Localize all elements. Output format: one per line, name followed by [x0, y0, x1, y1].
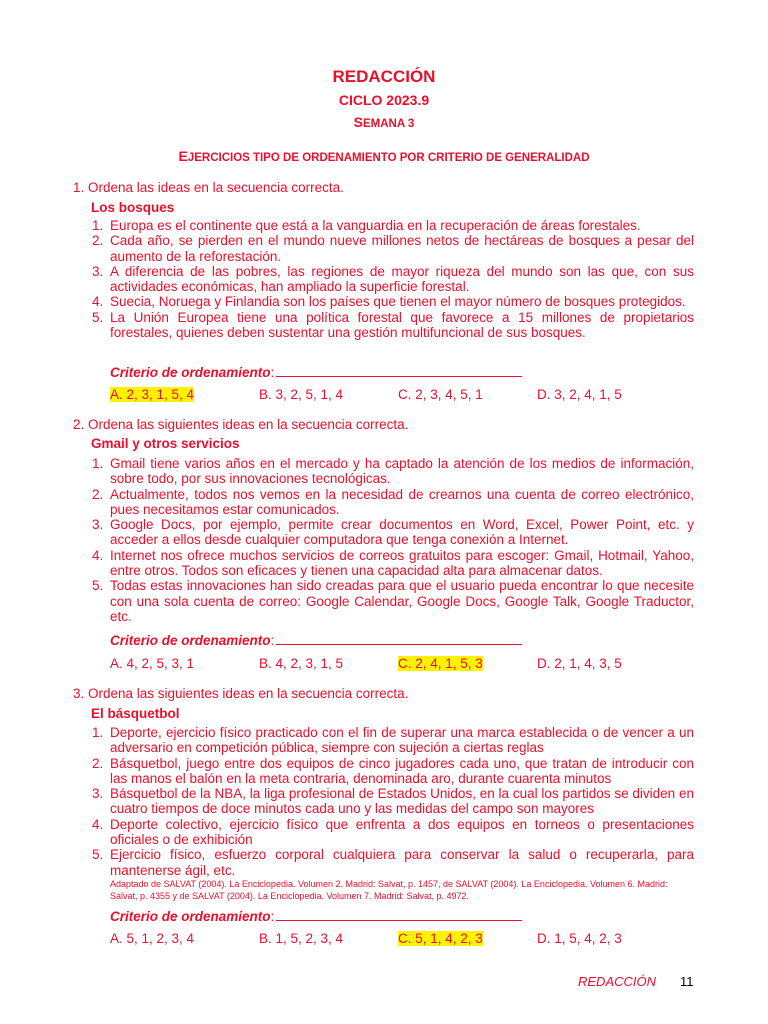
criterion-blank[interactable]	[276, 364, 522, 377]
question-3-criterion: Criterio de ordenamiento:	[110, 908, 522, 924]
source-citation: Adaptado de SALVAT (2004). La Enciclopedia. Volumen 2. Madrid: Salvat, p. 1457, de SALVAT (2004). La Enciclopedia. Volumen 6. Madrid: Salvat, p. 4355 y de SALVAT (2004). La Enciclopedia. Volumen 7. Madrid: Salvat, p. 4972.	[110, 879, 668, 901]
list-item: 5. Todas estas innovaciones han sido creadas para que el usuario pueda encontrar lo que necesite con una sola cuenta de correo: Google Calendar, Google Docs, Google Talk, Google Traductor, etc.	[92, 578, 694, 624]
list-item: 3. Google Docs, por ejemplo, permite crear documentos en Word, Excel, Power Point, etc. y acceder a ellos desde cualquier computadora que tenga conexión a Internet.	[92, 517, 694, 548]
question-1-items	[92, 218, 694, 340]
list-item: 4. Suecia, Noruega y Finlandia son los países que tienen el mayor número de bosques protegidos.	[92, 294, 686, 310]
question-1-option-b[interactable]: B. 3, 2, 5, 1, 4	[259, 387, 344, 402]
list-item: 4. Internet nos ofrece muchos servicios de correos gratuitos para escoger: Gmail, Hotmail, Yahoo, entre otros. Todos son eficaces y tienen una capacidad alta para almacenar datos.	[92, 547, 694, 579]
question-3-items	[92, 725, 694, 878]
question-2-option-a[interactable]: A. 4, 2, 5, 3, 1	[110, 656, 195, 671]
question-1-option-a[interactable]: A. 2, 3, 1, 5, 4	[110, 387, 195, 402]
question-3-option-a[interactable]: A. 5, 1, 2, 3, 4	[110, 931, 195, 946]
criterion-blank[interactable]	[276, 908, 522, 921]
question-2-subtitle: Gmail y otros servicios	[91, 436, 240, 451]
question-3-option-b[interactable]: B. 1, 5, 2, 3, 4	[259, 931, 344, 946]
list-item: 4. Deporte colectivo, ejercicio físico que enfrenta a dos equipos en torneos o presentaciones oficiales o de exhibición	[92, 816, 694, 848]
question-2-option-c[interactable]: C. 2, 4, 1, 5, 3	[398, 656, 483, 671]
question-1-option-c[interactable]: C. 2, 3, 4, 5, 1	[398, 387, 483, 402]
list-item: 5. Ejercicio físico, esfuerzo corporal cualquiera para conservar la salud o recuperarla, para mantenerse ágil, etc.	[92, 847, 694, 878]
list-item: 5. La Unión Europea tiene una política forestal que favorece a 15 millones de propietarios forestales, quienes deben sustentar una gestión multifuncional de sus bosques.	[92, 309, 694, 341]
question-2-prompt: 2. Ordena las siguientes ideas en la secuencia correcta.	[73, 417, 409, 432]
question-1-criterion: Criterio de ordenamiento:	[110, 364, 522, 380]
question-1-option-d[interactable]: D. 3, 2, 4, 1, 5	[537, 387, 622, 402]
section-title: EJERCICIOS TIPO DE ORDENAMIENTO POR CRITERIO DE GENERALIDAD	[178, 148, 590, 164]
question-2-option-d[interactable]: D. 2, 1, 4, 3, 5	[537, 656, 622, 671]
question-3-prompt: 3. Ordena las siguientes ideas en la secuencia correcta.	[73, 686, 409, 701]
list-item: 2. Básquetbol, juego entre dos equipos de cinco jugadores cada uno, que tratan de introducir con las manos el balón en la meta contraria, denominada aro, durante cuarenta minutos	[92, 755, 694, 786]
question-2-option-b[interactable]: B. 4, 2, 3, 1, 5	[259, 656, 344, 671]
footer-label: REDACCIÓN	[578, 974, 657, 989]
question-2-items	[92, 456, 694, 624]
list-item: 2. Actualmente, todos nos vemos en la necesidad de crearnos una cuenta de correo electrónico, pues necesitamos estar comunicados.	[92, 486, 694, 517]
question-3-option-d[interactable]: D. 1, 5, 4, 2, 3	[537, 931, 622, 946]
criterion-blank[interactable]	[276, 632, 522, 645]
question-3-subtitle: El básquetbol	[91, 706, 180, 721]
list-item: 2. Cada año, se pierden en el mundo nueve millones netos de hectáreas de bosques a pesar del aumento de la reforestación.	[92, 233, 694, 264]
question-3-option-c[interactable]: C. 5, 1, 4, 2, 3	[398, 931, 483, 946]
list-item: 1. Deporte, ejercicio físico practicado con el fin de superar una marca establecida o de vencer a un adversario en competición pública, siempre con sujeción a ciertas reglas	[92, 725, 694, 756]
week-label: SEMANA 3	[353, 114, 415, 130]
question-2-criterion: Criterio de ordenamiento:	[110, 632, 522, 648]
list-item: 3. Básquetbol de la NBA, la liga profesional de Estados Unidos, en la cual los partidos se dividen en cuatro tiempos de doce minutos cada uno y las medidas del campo son mayores	[92, 786, 694, 817]
document-title: REDACCIÓN	[332, 67, 436, 86]
list-item: 3. A diferencia de las pobres, las regiones de mayor riqueza del mundo son las que, con sus actividades económicas, han ampliado la superficie forestal.	[92, 263, 694, 295]
list-item: 1. Gmail tiene varios años en el mercado y ha captado la atención de los medios de información, sobre todo, por sus innovaciones tecnológicas.	[92, 456, 694, 487]
page-number: 11	[680, 974, 694, 989]
question-1-prompt: 1. Ordena las ideas en la secuencia correcta.	[73, 180, 344, 195]
list-item: 1. Europa es el continente que está a la vanguardia en la recuperación de áreas forestales.	[92, 218, 641, 233]
question-1-subtitle: Los bosques	[91, 200, 175, 215]
cycle-label: CICLO 2023.9	[338, 92, 430, 108]
